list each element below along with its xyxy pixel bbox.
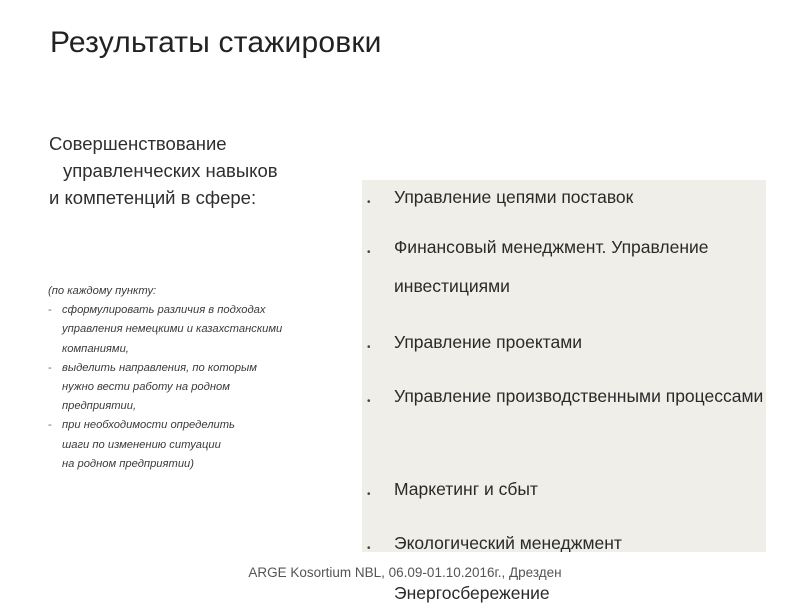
topics-panel — [362, 180, 766, 552]
note-item — [48, 359, 282, 378]
dash-marker: - — [48, 361, 52, 374]
overflow-topic-text: Энергосбережение — [394, 583, 550, 603]
topic-text: Экологический менеджмент — [394, 533, 622, 552]
instruction-notes — [48, 282, 282, 474]
bullet-icon: • — [367, 543, 371, 552]
heading-line: управленческих навыков — [63, 160, 278, 181]
bullet-icon: • — [367, 247, 371, 258]
heading-line: Совершенствование — [49, 133, 227, 154]
bullet-icon: • — [367, 489, 371, 500]
topic-text: Управление производственными процессами — [394, 386, 764, 406]
note-item — [48, 416, 282, 435]
topic-text: Управление цепями поставок — [394, 187, 634, 207]
note-line: сформулировать различия в подходах — [62, 304, 266, 317]
heading-line: и компетенций в сфере: — [49, 187, 257, 208]
notes-intro: (по каждому пункту: — [48, 285, 157, 297]
topic-text: Управление проектами — [394, 332, 583, 352]
dash-marker: - — [48, 419, 52, 432]
topic-text: Финансовый менеджмент. Управление инвестициями — [394, 237, 709, 296]
note-line: управления немецкими и казахстанскими — [62, 323, 283, 336]
topic-text: Маркетинг и сбыт — [394, 479, 538, 499]
bullet-icon: • — [367, 342, 371, 353]
note-item — [48, 301, 282, 320]
slide-footer: ARGE Kosortium NBL, 06.09-01.10.2016г., Дрезден — [248, 565, 562, 580]
note-line: предприятии, — [62, 400, 137, 413]
note-line: при необходимости определить — [62, 419, 235, 432]
note-line: нужно вести работу на родном — [62, 381, 230, 394]
note-line: шаги по изменению ситуации — [62, 438, 221, 451]
dash-marker: - — [48, 304, 52, 317]
bullet-icon: • — [367, 396, 371, 407]
bullet-icon: • — [367, 197, 371, 208]
competence-heading — [49, 130, 278, 211]
note-line: выделить направления, по которым — [62, 361, 257, 374]
slide-title: Результаты стажировки — [50, 26, 382, 59]
note-line: компаниями, — [62, 342, 129, 355]
note-line: на родном предприятии) — [62, 457, 194, 470]
